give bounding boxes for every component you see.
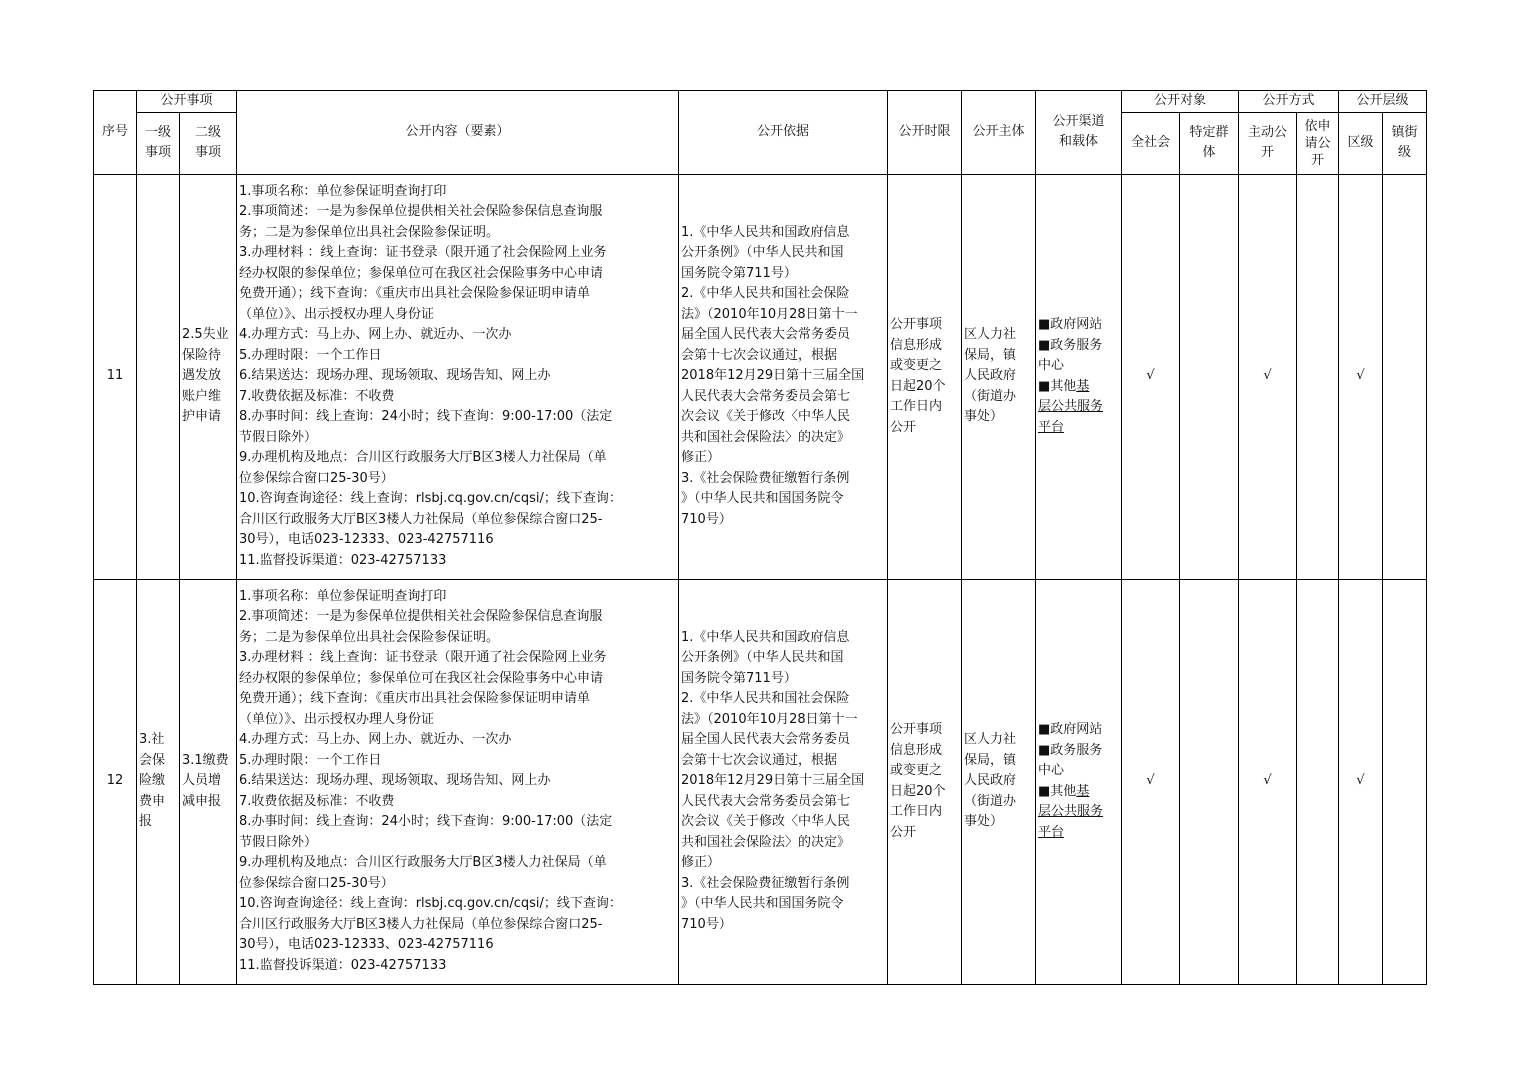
basis-line: 2.《中华人民共和国社会保险	[681, 691, 850, 707]
check-on-request	[1297, 174, 1339, 579]
header-content: 公开内容（要素）	[237, 91, 679, 175]
header-channel: 公开渠道 和载体	[1036, 91, 1122, 175]
row-seq: 12	[94, 579, 137, 984]
channel-other-underlined-2: 层公共服务	[1038, 804, 1104, 819]
row-basis	[679, 174, 888, 579]
row-time: 公开事项 信息形成 或变更之 日起20个 工作日内 公开	[888, 579, 962, 984]
basis-line: 3.《社会保险费征缴暂行条例	[681, 470, 850, 486]
header-seq: 序号	[94, 91, 137, 175]
content-line: 9.办理机构及地点：合川区行政服务大厅B区3楼人力社保局（单	[239, 855, 607, 871]
header-level1: 一级 事项	[137, 112, 180, 174]
row-content	[237, 579, 679, 984]
disclosure-table	[93, 90, 1427, 985]
check-district: √	[1339, 174, 1383, 579]
content-line: 7.收费依据及标准：不收费	[239, 388, 395, 404]
row-subject: 区人力社 保局，镇 人民政府 （街道办 事处）	[962, 579, 1036, 984]
content-line: （单位）》、出示授权办理人身份证	[239, 306, 435, 322]
basis-line: 会第十七次会议通过，根据	[681, 752, 838, 768]
content-line: 7.收费依据及标准：不收费	[239, 793, 395, 809]
header-town: 镇街 级	[1383, 112, 1427, 174]
channel-other-prefix: ■其他	[1038, 783, 1077, 799]
header-basis: 公开依据	[679, 91, 888, 175]
row-level2: 2.5失业 保险待 遇发放 账户维 护申请	[180, 174, 237, 579]
check-town	[1383, 579, 1427, 984]
basis-line: 公开条例》（中华人民共和国	[681, 650, 844, 666]
channel-other-underlined-3: 平台	[1038, 824, 1065, 840]
content-line: 10.咨询查询途径：线上查询：rlsbj.cq.gov.cn/cqsi/；线下查询：	[239, 896, 622, 912]
basis-line: 修正）	[681, 855, 721, 871]
check-district: √	[1339, 579, 1383, 984]
basis-line: 法》（2010年10月28日第十一	[681, 306, 858, 322]
row-content	[237, 174, 679, 579]
check-all-society: √	[1122, 579, 1180, 984]
row-level1: 3.社 会保 险缴 费申 报	[137, 579, 180, 984]
header-group-method: 公开方式	[1239, 91, 1339, 113]
content-line: 免费开通）；线下查询：《重庆市出具社会保险参保证明申请单	[239, 691, 591, 707]
basis-line: 2.《中华人民共和国社会保险	[681, 286, 850, 302]
content-line: 6.结果送达：现场办理、现场领取、现场告知、网上办	[239, 368, 551, 384]
channel-other-underlined: 基	[1076, 783, 1090, 799]
content-line: 位参保综合窗口25-30号）	[239, 875, 394, 891]
content-line: 免费开通）；线下查询：《重庆市出具社会保险参保证明申请单	[239, 286, 591, 302]
basis-line: 》（中华人民共和国国务院令	[681, 896, 844, 912]
content-line: 合川区行政服务大厅B区3楼人力社保局（单位参保综合窗口25-	[239, 511, 603, 527]
basis-line: 1.《中华人民共和国政府信息	[681, 224, 850, 240]
basis-line: 次会议《关于修改〈中华人民	[681, 814, 851, 830]
channel-service-center-cont: 中心	[1038, 358, 1065, 373]
basis-line: 国务院令第711号）	[681, 670, 797, 686]
header-level2: 二级 事项	[180, 112, 237, 174]
check-on-request	[1297, 579, 1339, 984]
header-district: 区级	[1339, 112, 1383, 174]
content-line: 8.办事时间：线上查询：24小时；线下查询：9:00-17:00（法定	[239, 814, 613, 830]
header-group-level: 公开层级	[1339, 91, 1427, 113]
content-line: 位参保综合窗口25-30号）	[239, 470, 394, 486]
basis-line: 1.《中华人民共和国政府信息	[681, 629, 850, 645]
basis-line: 法》（2010年10月28日第十一	[681, 711, 858, 727]
content-line: 2.事项简述：一是为参保单位提供相关社会保险参保信息查询服	[239, 204, 603, 220]
row-time: 公开事项 信息形成 或变更之 日起20个 工作日内 公开	[888, 174, 962, 579]
row-level1	[137, 174, 180, 579]
basis-line: 3.《社会保险费征缴暂行条例	[681, 875, 850, 891]
content-line: 11.监督投诉渠道：023-42757133	[239, 552, 447, 568]
content-line: 务；二是为参保单位出具社会保险参保证明。	[239, 224, 500, 240]
content-line: 合川区行政服务大厅B区3楼人力社保局（单位参保综合窗口25-	[239, 916, 603, 932]
basis-line: 2018年12月29日第十三届全国	[681, 773, 865, 789]
content-line: 5.办理时限：一个工作日	[239, 752, 382, 768]
channel-other	[1038, 782, 1120, 803]
table-row	[94, 174, 1427, 579]
basis-line: 届全国人民代表大会常务委员	[681, 327, 851, 343]
content-line: 2.事项简述：一是为参保单位提供相关社会保险参保信息查询服	[239, 609, 603, 625]
row-basis	[679, 579, 888, 984]
content-line: 3.办理材料 ：线上查询：证书登录（限开通了社会保险网上业务	[239, 650, 607, 666]
content-line: 经办权限的参保单位；参保单位可在我区社会保险事务中心申请	[239, 670, 604, 686]
check-active: √	[1239, 579, 1297, 984]
basis-line: 710号）	[681, 511, 732, 527]
content-line: 6.结果送达：现场办理、现场领取、现场告知、网上办	[239, 773, 551, 789]
content-line: 经办权限的参保单位；参保单位可在我区社会保险事务中心申请	[239, 265, 604, 281]
header-group-items: 公开事项	[137, 91, 237, 113]
channel-gov-website: ■政府网站	[1038, 317, 1103, 332]
basis-line: 届全国人民代表大会常务委员	[681, 732, 851, 748]
content-line: 9.办理机构及地点：合川区行政服务大厅B区3楼人力社保局（单	[239, 450, 607, 466]
header-on-request: 依申 请公 开	[1297, 112, 1339, 174]
check-specific-group	[1180, 579, 1239, 984]
content-line: 11.监督投诉渠道：023-42757133	[239, 957, 447, 973]
content-line: 30号），电话023-12333、023-42757116	[239, 532, 494, 548]
content-line: （单位）》、出示授权办理人身份证	[239, 711, 435, 727]
header-row-1	[94, 91, 1427, 113]
header-group-object: 公开对象	[1122, 91, 1239, 113]
content-line: 4.办理方式：马上办、网上办、就近办、一次办	[239, 327, 512, 343]
content-line: 3.办理材料 ：线上查询：证书登录（限开通了社会保险网上业务	[239, 245, 607, 261]
channel-other-prefix: ■其他	[1038, 378, 1077, 394]
header-specific-group: 特定群 体	[1180, 112, 1239, 174]
content-line: 5.办理时限：一个工作日	[239, 347, 382, 363]
content-line: 1.事项名称：单位参保证明查询打印	[239, 588, 447, 604]
basis-line: 共和国社会保险法〉的决定》	[681, 429, 851, 445]
content-line: 4.办理方式：马上办、网上办、就近办、一次办	[239, 732, 512, 748]
header-subject: 公开主体	[962, 91, 1036, 175]
content-line: 1.事项名称：单位参保证明查询打印	[239, 183, 447, 199]
content-line: 10.咨询查询途径：线上查询：rlsbj.cq.gov.cn/cqsi/；线下查询：	[239, 491, 622, 507]
basis-line: 》（中华人民共和国国务院令	[681, 491, 844, 507]
row-seq: 11	[94, 174, 137, 579]
channel-service-center-cont: 中心	[1038, 763, 1065, 778]
basis-line: 公开条例》（中华人民共和国	[681, 245, 844, 261]
header-time: 公开时限	[888, 91, 962, 175]
basis-line: 修正）	[681, 450, 721, 466]
check-specific-group	[1180, 174, 1239, 579]
header-all-society: 全社会	[1122, 112, 1180, 174]
content-line: 节假日除外）	[239, 834, 318, 850]
table-row	[94, 579, 1427, 984]
row-channel	[1036, 579, 1122, 984]
content-line: 8.办事时间：线上查询：24小时；线下查询：9:00-17:00（法定	[239, 409, 613, 425]
row-channel	[1036, 174, 1122, 579]
check-all-society: √	[1122, 174, 1180, 579]
basis-line: 2018年12月29日第十三届全国	[681, 368, 865, 384]
channel-service-center: ■政务服务	[1038, 337, 1103, 353]
basis-line: 会第十七次会议通过，根据	[681, 347, 838, 363]
channel-other-underlined: 基	[1076, 378, 1090, 394]
channel-other-underlined-3: 平台	[1038, 419, 1065, 435]
check-active: √	[1239, 174, 1297, 579]
channel-other-underlined-2: 层公共服务	[1038, 399, 1104, 414]
channel-other	[1038, 377, 1120, 398]
basis-line: 人民代表大会常务委员会第七	[681, 388, 851, 404]
content-line: 务；二是为参保单位出具社会保险参保证明。	[239, 629, 500, 645]
channel-gov-website: ■政府网站	[1038, 722, 1103, 737]
basis-line: 共和国社会保险法〉的决定》	[681, 834, 851, 850]
basis-line: 次会议《关于修改〈中华人民	[681, 409, 851, 425]
channel-service-center: ■政务服务	[1038, 742, 1103, 758]
basis-line: 人民代表大会常务委员会第七	[681, 793, 851, 809]
header-active: 主动公 开	[1239, 112, 1297, 174]
check-town	[1383, 174, 1427, 579]
row-level2: 3.1缴费 人员增 减申报	[180, 579, 237, 984]
basis-line: 710号）	[681, 916, 732, 932]
row-subject: 区人力社 保局，镇 人民政府 （街道办 事处）	[962, 174, 1036, 579]
basis-line: 国务院令第711号）	[681, 265, 797, 281]
content-line: 节假日除外）	[239, 429, 318, 445]
content-line: 30号），电话023-12333、023-42757116	[239, 937, 494, 953]
